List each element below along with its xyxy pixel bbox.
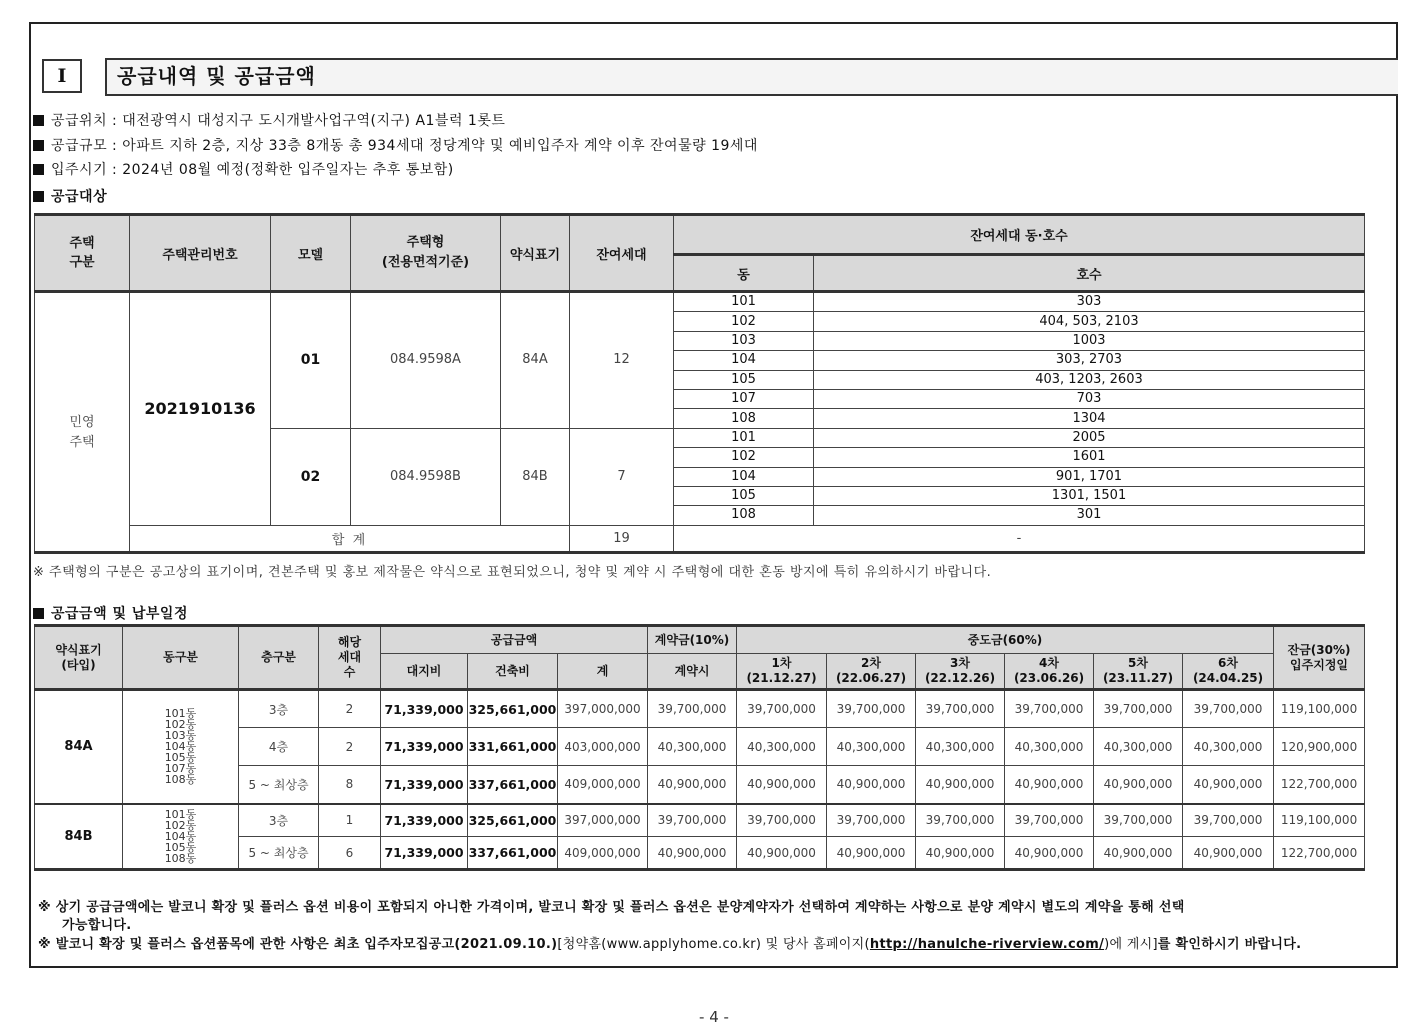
total-price-cell: 397,000,000 — [558, 804, 648, 837]
type-cell: 84A — [35, 690, 123, 804]
interim-1-cell: 40,900,000 — [737, 837, 827, 870]
bullet-square-icon — [33, 140, 44, 151]
interim-6-cell: 40,900,000 — [1183, 766, 1274, 804]
ho-cell: 2005 — [814, 428, 1365, 447]
header-type-category: 주택 구분 — [35, 215, 130, 292]
units-cell: 6 — [319, 837, 381, 870]
dong-label: 103동 — [164, 729, 197, 743]
interim-3-cell: 40,900,000 — [916, 837, 1005, 870]
interim-3-cell: 40,300,000 — [916, 728, 1005, 766]
dong-cell: 101 — [674, 292, 814, 312]
header-floor-category: 층구분 — [239, 626, 319, 690]
header-deposit: 계약금(10%) — [648, 626, 737, 654]
units-cell: 8 — [319, 766, 381, 804]
ho-cell: 303, 2703 — [814, 351, 1365, 370]
bullet-square-icon — [33, 191, 44, 202]
interim-1-cell: 40,300,000 — [737, 728, 827, 766]
type-cell: 84B — [35, 804, 123, 870]
page-number: - 4 - — [699, 1008, 729, 1026]
interim-6-cell: 39,700,000 — [1183, 804, 1274, 837]
interim-4-cell: 40,900,000 — [1005, 766, 1094, 804]
interim-2-cell: 40,300,000 — [827, 728, 916, 766]
units-cell: 2 — [319, 690, 381, 728]
dong-label: 107동 — [164, 762, 197, 776]
deposit-cell: 40,900,000 — [648, 837, 737, 870]
interim-5-cell: 39,700,000 — [1094, 804, 1183, 837]
remaining-count-cell: 12 — [570, 292, 674, 429]
section-title: 공급내역 및 공급금액 — [105, 58, 1398, 96]
dong-list-cell — [123, 690, 239, 804]
dong-cell: 105 — [674, 370, 814, 389]
total-price-cell: 397,000,000 — [558, 690, 648, 728]
dong-label: 104동 — [164, 829, 197, 843]
ho-cell: 1301, 1501 — [814, 486, 1365, 505]
section-number: I — [42, 59, 82, 93]
ho-cell: 1304 — [814, 409, 1365, 428]
header-installment-4: 4차 (23.06.26) — [1005, 654, 1094, 690]
supply-target-heading: 공급대상 — [33, 186, 107, 206]
balance-cell: 122,700,000 — [1274, 766, 1365, 804]
dong-label: 104동 — [164, 740, 197, 754]
header-house-type: 주택형 (전용면적기준) — [351, 215, 501, 292]
dong-label: 102동 — [164, 718, 197, 732]
interim-4-cell: 39,700,000 — [1005, 804, 1094, 837]
header-installment-1: 1차 (21.12.27) — [737, 654, 827, 690]
remaining-count-cell: 7 — [570, 428, 674, 525]
interim-3-cell: 40,900,000 — [916, 766, 1005, 804]
header-installment-5: 5차 (23.11.27) — [1094, 654, 1183, 690]
building-cost-cell: 325,661,000 — [468, 804, 558, 837]
total-label-cell: 합 계 — [130, 525, 570, 552]
building-cost-cell: 337,661,000 — [468, 766, 558, 804]
interim-6-cell: 40,900,000 — [1183, 837, 1274, 870]
model-cell: 02 — [271, 428, 351, 525]
deposit-cell: 39,700,000 — [648, 690, 737, 728]
ho-cell: 1003 — [814, 331, 1365, 350]
dong-label: 101동 — [164, 707, 197, 721]
note-1-line-2: 가능합니다. — [62, 918, 132, 933]
mgmt-number-cell: 2021910136 — [130, 292, 271, 526]
dong-cell: 105 — [674, 486, 814, 505]
dong-cell: 102 — [674, 312, 814, 331]
ho-cell: 703 — [814, 389, 1365, 408]
abbr-cell: 84A — [501, 292, 570, 429]
header-building: 건축비 — [468, 654, 558, 690]
total-price-cell: 403,000,000 — [558, 728, 648, 766]
land-cost-cell: 71,339,000 — [381, 690, 468, 728]
price-schedule-table — [34, 624, 1365, 871]
dong-label: 105동 — [164, 840, 197, 854]
balance-cell: 120,900,000 — [1274, 728, 1365, 766]
header-supply-price: 공급금액 — [381, 626, 648, 654]
supply-footnote: ※ 주택형의 구분은 공고상의 표기이며, 견본주택 및 홍보 제작물은 약식으로 표현되었으니, 청약 및 계약 시 주택형에 대한 혼동 방지에 특히 유의하시기 바랍니다. — [33, 565, 992, 580]
supply-target-table — [34, 213, 1365, 554]
header-installment-2: 2차 (22.06.27) — [827, 654, 916, 690]
ho-cell: 1601 — [814, 448, 1365, 467]
header-total: 계 — [558, 654, 648, 690]
interim-6-cell: 39,700,000 — [1183, 690, 1274, 728]
price-heading: 공급금액 및 납부일정 — [33, 603, 188, 623]
land-cost-cell: 71,339,000 — [381, 837, 468, 870]
interim-4-cell: 40,900,000 — [1005, 837, 1094, 870]
header-remaining-units: 잔여세대 동·호수 — [674, 215, 1365, 255]
interim-6-cell: 40,300,000 — [1183, 728, 1274, 766]
header-ho: 호수 — [814, 255, 1365, 292]
interim-2-cell: 39,700,000 — [827, 690, 916, 728]
dong-cell: 102 — [674, 448, 814, 467]
header-land: 대지비 — [381, 654, 468, 690]
interim-5-cell: 39,700,000 — [1094, 690, 1183, 728]
building-cost-cell: 325,661,000 — [468, 690, 558, 728]
floor-cell: 5 ~ 최상층 — [239, 766, 319, 804]
interim-5-cell: 40,900,000 — [1094, 766, 1183, 804]
dong-cell: 101 — [674, 428, 814, 447]
floor-cell: 4층 — [239, 728, 319, 766]
ho-cell: 301 — [814, 506, 1365, 525]
building-cost-cell: 337,661,000 — [468, 837, 558, 870]
deposit-cell: 40,900,000 — [648, 766, 737, 804]
note-1-line-1: ※ 상기 공급금액에는 발코니 확장 및 플러스 옵션 비용이 포함되지 아니한 가격이며, 발코니 확장 및 플러스 옵션은 분양계약자가 선택하여 계약하는 사항으로 분양 계약시 별도의 계약을 통해 선택 — [38, 900, 1185, 915]
balance-cell: 119,100,000 — [1274, 804, 1365, 837]
floor-cell: 3층 — [239, 690, 319, 728]
dong-label: 108동 — [164, 773, 197, 787]
dong-cell: 108 — [674, 506, 814, 525]
header-mgmt-number: 주택관리번호 — [130, 215, 271, 292]
unit-row — [35, 292, 1365, 312]
dong-label: 108동 — [164, 851, 197, 865]
dong-cell: 107 — [674, 389, 814, 408]
interim-3-cell: 39,700,000 — [916, 690, 1005, 728]
header-abbr: 약식표기 — [501, 215, 570, 292]
ho-cell: 303 — [814, 292, 1365, 312]
total-row — [35, 525, 1365, 552]
land-cost-cell: 71,339,000 — [381, 728, 468, 766]
info-scale: 공급규모 : 아파트 지하 2층, 지상 33층 8개동 총 934세대 정당계약 및 예비입주자 계약 이후 잔여물량 19세대 — [33, 135, 758, 155]
abbr-cell: 84B — [501, 428, 570, 525]
header-model: 모델 — [271, 215, 351, 292]
dong-label: 105동 — [164, 751, 197, 765]
building-cost-cell: 331,661,000 — [468, 728, 558, 766]
dong-list-cell — [123, 804, 239, 870]
bullet-square-icon — [33, 608, 44, 619]
interim-2-cell: 40,900,000 — [827, 766, 916, 804]
land-cost-cell: 71,339,000 — [381, 766, 468, 804]
price-row — [35, 690, 1365, 728]
bullet-square-icon — [33, 115, 44, 126]
interim-4-cell: 40,300,000 — [1005, 728, 1094, 766]
section-header — [42, 58, 1398, 96]
total-blank-cell — [35, 525, 130, 552]
units-cell: 2 — [319, 728, 381, 766]
balance-cell: 119,100,000 — [1274, 690, 1365, 728]
house-type-cell: 084.9598B — [351, 428, 501, 525]
interim-1-cell: 40,900,000 — [737, 766, 827, 804]
header-installment-3: 3차 (22.12.26) — [916, 654, 1005, 690]
total-units-cell: - — [674, 525, 1365, 552]
header-remaining: 잔여세대 — [570, 215, 674, 292]
total-price-cell: 409,000,000 — [558, 837, 648, 870]
header-balance: 잔금(30%) 입주지정일 — [1274, 626, 1365, 690]
ho-cell: 901, 1701 — [814, 467, 1365, 486]
dong-label: 101동 — [164, 807, 197, 821]
interim-4-cell: 39,700,000 — [1005, 690, 1094, 728]
info-move-in: 입주시기 : 2024년 08월 예정(정확한 입주일자는 추후 통보함) — [33, 159, 454, 179]
ho-cell: 404, 503, 2103 — [814, 312, 1365, 331]
land-cost-cell: 71,339,000 — [381, 804, 468, 837]
header-dong-category: 동구분 — [123, 626, 239, 690]
balance-cell: 122,700,000 — [1274, 837, 1365, 870]
price-row — [35, 804, 1365, 837]
category-cell: 민영 주택 — [35, 292, 130, 526]
floor-cell: 3층 — [239, 804, 319, 837]
interim-2-cell: 40,900,000 — [827, 837, 916, 870]
note-2: ※ 발코니 확장 및 플러스 옵션품목에 관한 사항은 최초 입주자모집공고(2021.09.10.)[청약홈(www.applyhome.co.kr) 및 당사 홈페이지(http://hanulche-riverview.com/)에 게시]를 확인하시기 바랍니다. — [38, 937, 1302, 952]
units-cell: 1 — [319, 804, 381, 837]
header-installment-6: 6차 (24.04.25) — [1183, 654, 1274, 690]
dong-label: 102동 — [164, 818, 197, 832]
interim-2-cell: 39,700,000 — [827, 804, 916, 837]
interim-1-cell: 39,700,000 — [737, 804, 827, 837]
header-dong: 동 — [674, 255, 814, 292]
model-cell: 01 — [271, 292, 351, 429]
header-units: 해당 세대수 — [319, 626, 381, 690]
header-interim: 중도금(60%) — [737, 626, 1274, 654]
header-deposit-at-contract: 계약시 — [648, 654, 737, 690]
interim-1-cell: 39,700,000 — [737, 690, 827, 728]
dong-cell: 104 — [674, 467, 814, 486]
total-price-cell: 409,000,000 — [558, 766, 648, 804]
interim-5-cell: 40,900,000 — [1094, 837, 1183, 870]
floor-cell: 5 ~ 최상층 — [239, 837, 319, 870]
total-count-cell: 19 — [570, 525, 674, 552]
deposit-cell: 40,300,000 — [648, 728, 737, 766]
dong-cell: 104 — [674, 351, 814, 370]
bullet-square-icon — [33, 164, 44, 175]
dong-cell: 108 — [674, 409, 814, 428]
interim-5-cell: 40,300,000 — [1094, 728, 1183, 766]
dong-cell: 103 — [674, 331, 814, 350]
info-location: 공급위치 : 대전광역시 대성지구 도시개발사업구역(지구) A1블럭 1롯트 — [33, 110, 505, 130]
deposit-cell: 39,700,000 — [648, 804, 737, 837]
interim-3-cell: 39,700,000 — [916, 804, 1005, 837]
ho-cell: 403, 1203, 2603 — [814, 370, 1365, 389]
house-type-cell: 084.9598A — [351, 292, 501, 429]
homepage-link[interactable]: http://hanulche-riverview.com/ — [869, 937, 1105, 952]
header-type: 약식표기 (타입) — [35, 626, 123, 690]
